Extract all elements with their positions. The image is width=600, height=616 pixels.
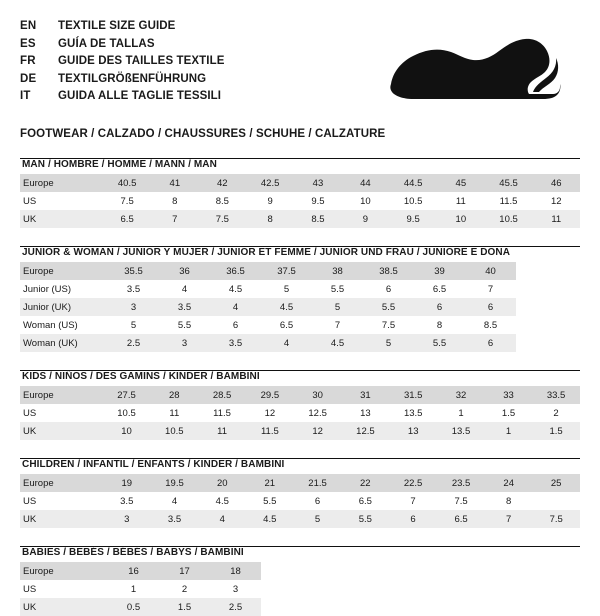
table-row xyxy=(20,598,261,616)
cell: 11 xyxy=(150,404,198,422)
cell: 44 xyxy=(342,174,389,192)
page-title: FOOTWEAR / CALZADO / CHAUSSURES / SCHUHE / CALZATURE xyxy=(20,128,386,140)
cell: 3.5 xyxy=(103,492,151,510)
cell: 8.5 xyxy=(294,210,342,228)
cell: 32 xyxy=(437,386,485,404)
language-row xyxy=(20,18,225,36)
row-label: Europe xyxy=(20,562,108,580)
cell: 36.5 xyxy=(210,262,261,280)
cell: 6.5 xyxy=(342,492,390,510)
cell: 9 xyxy=(246,192,294,210)
row-label: Europe xyxy=(20,174,103,192)
document-header xyxy=(20,18,580,112)
group-title: JUNIOR & WOMAN / JUNIOR Y MUJER / JUNIOR ET FEMME / JUNIOR UND FRAU / JUNIORE E DONA xyxy=(22,247,511,258)
cell: 2.5 xyxy=(108,334,159,352)
cell: 4.5 xyxy=(312,334,363,352)
cell: 8 xyxy=(414,316,465,334)
cell: 4.5 xyxy=(261,298,312,316)
cell: 10 xyxy=(103,422,151,440)
cell: 6 xyxy=(389,510,437,528)
cell: 22 xyxy=(342,474,390,492)
cell: 11 xyxy=(437,192,484,210)
table-row xyxy=(20,280,516,298)
cell: 16 xyxy=(108,562,159,580)
cell: 19 xyxy=(103,474,151,492)
language-title: GUIDA ALLE TAGLIE TESSILI xyxy=(58,90,222,102)
language-title: GUIDE DES TAILLES TEXTILE xyxy=(58,55,225,67)
cell: 0.5 xyxy=(108,598,159,616)
row-label: Europe xyxy=(20,262,108,280)
table-group-children xyxy=(20,458,580,528)
cell: 9.5 xyxy=(389,210,437,228)
table-row xyxy=(20,192,580,210)
cell: 5.5 xyxy=(159,316,210,334)
language-title: GUÍA DE TALLAS xyxy=(58,37,155,50)
table-row xyxy=(20,174,580,192)
cell: 4.5 xyxy=(199,492,247,510)
row-label: US xyxy=(20,192,103,210)
cell: 7.5 xyxy=(532,510,580,528)
language-code: IT xyxy=(20,90,31,102)
cell: 23.5 xyxy=(437,474,485,492)
table-group-babies xyxy=(20,546,580,616)
cell: 6.5 xyxy=(103,210,151,228)
cell: 43 xyxy=(294,174,342,192)
cell: 11.5 xyxy=(198,404,246,422)
cell: 33 xyxy=(485,386,532,404)
cell: 27.5 xyxy=(103,386,151,404)
group-title: BABIES / BEBÉS / BÉBÉS / BABYS / BAMBINI xyxy=(22,547,244,558)
cell: 42.5 xyxy=(246,174,294,192)
table-group-junior-woman xyxy=(20,246,580,352)
cell: 13.5 xyxy=(389,404,437,422)
cell: 45 xyxy=(437,174,484,192)
cell: 4 xyxy=(151,492,199,510)
cell: 38.5 xyxy=(363,262,414,280)
cell: 4.5 xyxy=(246,510,294,528)
cell: 6.5 xyxy=(437,510,485,528)
cell: 10.5 xyxy=(389,192,437,210)
cell: 11.5 xyxy=(485,192,533,210)
table-group-kids xyxy=(20,370,580,440)
cell: 8 xyxy=(485,492,532,510)
cell: 10.5 xyxy=(103,404,151,422)
cell: 7.5 xyxy=(437,492,485,510)
language-code: ES xyxy=(20,37,36,50)
cell: 3.5 xyxy=(151,510,199,528)
cell: 11 xyxy=(533,210,580,228)
cell: 33.5 xyxy=(532,386,580,404)
size-table-children xyxy=(20,474,580,528)
table-row xyxy=(20,492,580,510)
cell: 12 xyxy=(294,422,342,440)
table-row xyxy=(20,422,580,440)
table-row xyxy=(20,262,516,280)
cell: 3 xyxy=(103,510,151,528)
cell: 28 xyxy=(150,386,198,404)
cell: 1.5 xyxy=(485,404,532,422)
cell: 25 xyxy=(532,474,580,492)
language-code: DE xyxy=(20,72,37,85)
cell: 42 xyxy=(199,174,247,192)
cell: 8 xyxy=(151,192,198,210)
size-table-man xyxy=(20,174,580,228)
group-title: CHILDREN / INFANTIL / ENFANTS / KINDER / BAMBINI xyxy=(22,459,285,470)
cell: 46 xyxy=(533,174,580,192)
row-label: Junior (US) xyxy=(20,280,108,298)
cell: 29.5 xyxy=(246,386,294,404)
cell: 1.5 xyxy=(532,422,580,440)
table-row xyxy=(20,210,580,228)
cell: 21 xyxy=(246,474,294,492)
cell: 5 xyxy=(108,316,159,334)
cell: 12 xyxy=(533,192,580,210)
cell: 10.5 xyxy=(485,210,533,228)
cell: 12 xyxy=(246,404,294,422)
row-label: UK xyxy=(20,598,108,616)
cell: 6 xyxy=(414,298,465,316)
group-title: MAN / HOMBRE / HOMME / MANN / MAN xyxy=(22,159,217,170)
cell: 7.5 xyxy=(103,192,151,210)
table-row xyxy=(20,474,580,492)
cell: 9 xyxy=(342,210,389,228)
cell: 31.5 xyxy=(389,386,437,404)
row-label: Europe xyxy=(20,386,103,404)
language-row xyxy=(20,36,225,54)
cell: 7.5 xyxy=(363,316,414,334)
cell: 30 xyxy=(294,386,342,404)
size-table-kids xyxy=(20,386,580,440)
cell: 5 xyxy=(363,334,414,352)
cell: 6.5 xyxy=(261,316,312,334)
table-row xyxy=(20,316,516,334)
cell: 11.5 xyxy=(246,422,294,440)
cell: 22.5 xyxy=(389,474,437,492)
cell: 35.5 xyxy=(108,262,159,280)
cell: 1.5 xyxy=(159,598,210,616)
cell: 38 xyxy=(312,262,363,280)
cell: 17 xyxy=(159,562,210,580)
language-title: TEXTILGRÖßENFÜHRUNG xyxy=(58,72,207,85)
cell: 3 xyxy=(210,580,261,598)
cell: 5 xyxy=(261,280,312,298)
cell: 10 xyxy=(342,192,389,210)
cell: 8.5 xyxy=(465,316,516,334)
cell: 37.5 xyxy=(261,262,312,280)
table-row xyxy=(20,334,516,352)
cell: 1 xyxy=(108,580,159,598)
table-row xyxy=(20,404,580,422)
cell: 6.5 xyxy=(414,280,465,298)
row-label: UK xyxy=(20,210,103,228)
cell: 21.5 xyxy=(294,474,342,492)
language-row xyxy=(20,88,225,106)
cell: 4 xyxy=(261,334,312,352)
cell: 19.5 xyxy=(151,474,199,492)
cell: 3.5 xyxy=(159,298,210,316)
cell: 24 xyxy=(485,474,532,492)
cell: 7 xyxy=(465,280,516,298)
table-row xyxy=(20,562,261,580)
cell: 3.5 xyxy=(108,280,159,298)
table-row xyxy=(20,580,261,598)
table-group-man xyxy=(20,158,580,228)
cell: 3 xyxy=(108,298,159,316)
cell: 40.5 xyxy=(103,174,151,192)
row-label: US xyxy=(20,404,103,422)
row-label: Europe xyxy=(20,474,103,492)
cell xyxy=(532,492,580,510)
cell: 8 xyxy=(246,210,294,228)
cell: 44.5 xyxy=(389,174,437,192)
cell: 1 xyxy=(437,404,485,422)
cell: 7 xyxy=(485,510,532,528)
cell: 4 xyxy=(199,510,247,528)
cell: 12.5 xyxy=(342,422,390,440)
row-label: UK xyxy=(20,510,103,528)
cell: 36 xyxy=(159,262,210,280)
cell: 45.5 xyxy=(485,174,533,192)
cell: 1 xyxy=(485,422,532,440)
row-label: Woman (UK) xyxy=(20,334,108,352)
row-label: Woman (US) xyxy=(20,316,108,334)
language-title-list xyxy=(20,18,225,106)
row-label: UK xyxy=(20,422,103,440)
size-table-babies xyxy=(20,562,261,616)
table-row xyxy=(20,510,580,528)
cell: 6 xyxy=(210,316,261,334)
cell: 9.5 xyxy=(294,192,342,210)
cell: 39 xyxy=(414,262,465,280)
cell: 11 xyxy=(198,422,246,440)
cell: 7 xyxy=(151,210,198,228)
cell: 5 xyxy=(312,298,363,316)
cell: 2.5 xyxy=(210,598,261,616)
cell: 5.5 xyxy=(312,280,363,298)
cell: 40 xyxy=(465,262,516,280)
row-label: US xyxy=(20,580,108,598)
cell: 13 xyxy=(389,422,437,440)
cell: 4 xyxy=(159,280,210,298)
language-code: EN xyxy=(20,20,37,32)
cell: 6 xyxy=(465,298,516,316)
cell: 2 xyxy=(159,580,210,598)
cell: 3.5 xyxy=(210,334,261,352)
cell: 8.5 xyxy=(199,192,247,210)
language-title: TEXTILE SIZE GUIDE xyxy=(58,20,176,32)
language-code: FR xyxy=(20,55,36,67)
cell: 28.5 xyxy=(198,386,246,404)
cell: 5.5 xyxy=(342,510,390,528)
cell: 2 xyxy=(532,404,580,422)
row-label: US xyxy=(20,492,103,510)
cell: 12.5 xyxy=(294,404,342,422)
cell: 10 xyxy=(437,210,484,228)
cell: 5.5 xyxy=(363,298,414,316)
cell: 7.5 xyxy=(199,210,247,228)
cell: 10.5 xyxy=(150,422,198,440)
cell: 6 xyxy=(363,280,414,298)
dress-shoe-icon xyxy=(383,22,568,112)
cell: 5.5 xyxy=(246,492,294,510)
cell: 18 xyxy=(210,562,261,580)
cell: 6 xyxy=(465,334,516,352)
cell: 13.5 xyxy=(437,422,485,440)
table-row xyxy=(20,298,516,316)
cell: 5.5 xyxy=(414,334,465,352)
cell: 4 xyxy=(210,298,261,316)
cell: 5 xyxy=(294,510,342,528)
cell: 31 xyxy=(342,386,390,404)
cell: 7 xyxy=(312,316,363,334)
language-row xyxy=(20,71,225,89)
size-table-junior-woman xyxy=(20,262,516,352)
table-row xyxy=(20,386,580,404)
cell: 13 xyxy=(342,404,390,422)
cell: 6 xyxy=(294,492,342,510)
row-label: Junior (UK) xyxy=(20,298,108,316)
cell: 7 xyxy=(389,492,437,510)
cell: 4.5 xyxy=(210,280,261,298)
language-row xyxy=(20,53,225,71)
cell: 3 xyxy=(159,334,210,352)
cell: 41 xyxy=(151,174,198,192)
group-title: KIDS / NIÑOS / DES GAMINS / KINDER / BAMBINI xyxy=(22,371,260,382)
cell: 20 xyxy=(199,474,247,492)
